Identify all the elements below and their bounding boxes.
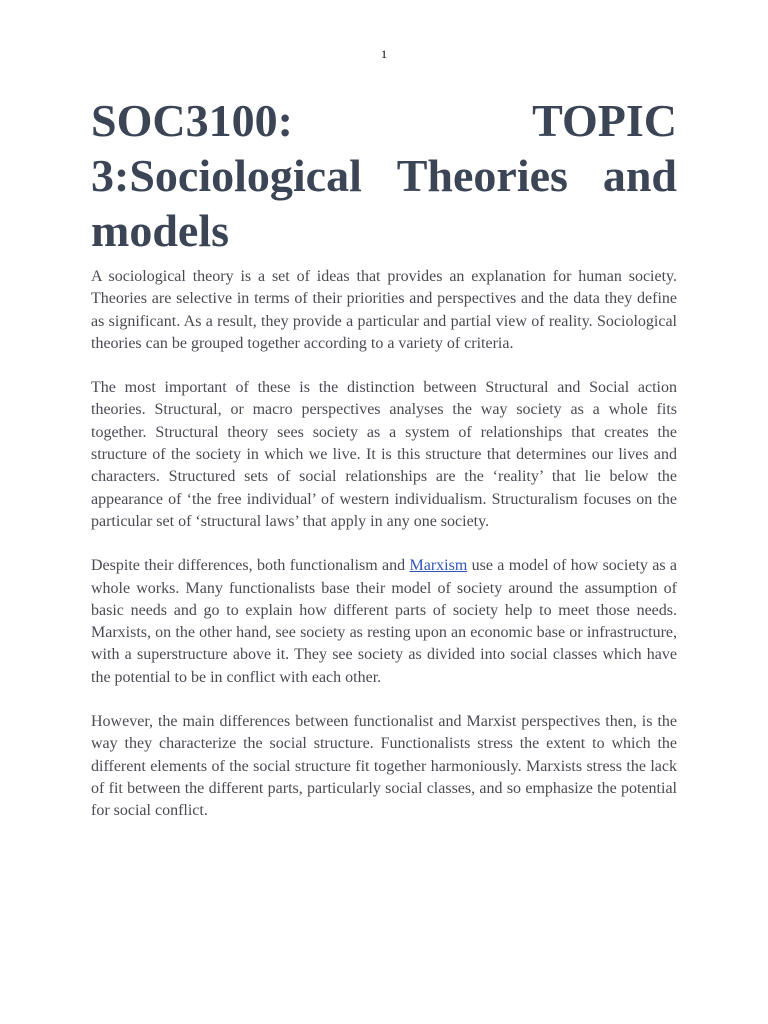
paragraph-functionalism-marxism xyxy=(91,555,677,689)
paragraph-differences: However, the main differences between functionalist and Marxist perspectives then, is the way they characterize the social structure. Functionalists stress the extent to which the different elements of the social structure fit together harmoniously. Marxists stress the lack of fit between the different parts, particularly social classes, and so emphasize the potential for social conflict. xyxy=(91,713,677,820)
paragraph-text: Despite their differences, both functionalism and xyxy=(91,557,410,575)
title-topic-word: TOPIC xyxy=(532,95,677,146)
page-number: 1 xyxy=(381,47,387,61)
document-title xyxy=(91,93,677,258)
marxism-link[interactable]: Marxism xyxy=(409,557,468,575)
paragraph-intro: A sociological theory is a set of ideas that provides an explanation for human society. Theories are selective in terms of their priorities and perspectives and the data they define as significant. As a result, they provide a particular and partial view of reality. Sociological theories can be grouped together according to a variety of criteria. xyxy=(91,268,677,352)
document-body xyxy=(91,93,677,845)
title-word: Theories xyxy=(396,150,568,201)
paragraph-structural: The most important of these is the distinction between Structural and Social action theories. Structural, or macro perspectives analyses the way society as a whole fits together. Structural theory sees society as a system of relationships that creates the structure of the society in which we live. It is this structure that determines our lives and characters. Structured sets of social relationships are the ‘reality’ that lie below the appearance of ‘the free individual’ of western individualism. Structuralism focuses on the particular set of ‘structural laws’ that apply in any one society. xyxy=(91,379,677,530)
title-line-1 xyxy=(91,93,677,148)
title-line-3: models xyxy=(91,205,229,256)
title-course-code: SOC3100: xyxy=(91,95,293,146)
title-line-2 xyxy=(91,148,677,203)
title-word: 3:Sociological xyxy=(91,150,362,201)
title-word: and xyxy=(602,150,677,201)
paragraph-text: use a model of how society as a whole works. Many functionalists base their model of society around the assumption of basic needs and go to explain how different parts of society help to meet those needs. Marxists, on the other hand, see society as resting upon an economic base or infrastructure, with a superstructure above it. They see society as divided into social classes which have the potential to be in conflict with each other. xyxy=(91,557,677,686)
